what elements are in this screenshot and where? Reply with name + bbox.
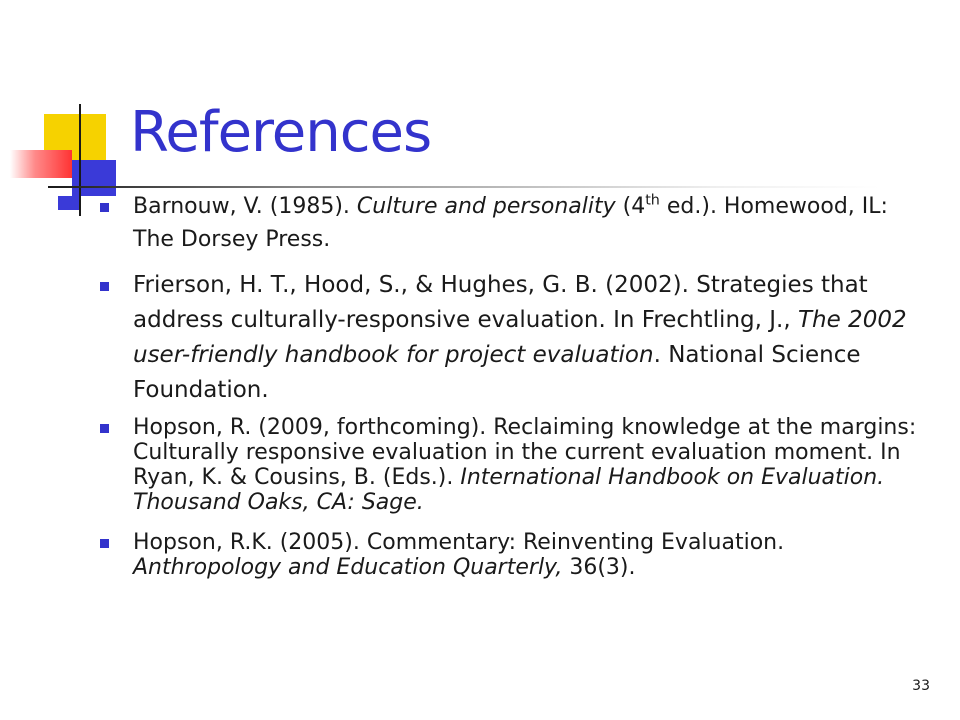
bullet-icon bbox=[100, 539, 109, 548]
ordinal-suffix: th bbox=[645, 192, 660, 209]
reference-text: Frierson, H. T., Hood, S., & Hughes, G. B. (2002). Strategies that address culturally-responsive evaluation. In Frechtling, J., The 2002 user-friendly handbook for project evaluation. National Science Foundation. bbox=[133, 272, 907, 403]
vertical-line-decoration bbox=[79, 104, 81, 216]
reference-journal-title: Anthropology and Education Quarterly, bbox=[133, 555, 563, 580]
reference-text: Hopson, R.K. (2005). Commentary: Reinventing Evaluation. Anthropology and Education Quarterly, 36(3). bbox=[133, 530, 785, 580]
references-list bbox=[100, 190, 920, 580]
reference-book-title: International Handbook on Evaluation. Thousand Oaks, CA: Sage. bbox=[133, 465, 885, 515]
reference-book-title: The 2002 user-friendly handbook for project evaluation bbox=[133, 307, 907, 368]
reference-item-barnouw bbox=[100, 190, 920, 256]
title-underline-rule bbox=[50, 186, 880, 188]
blue-small-square-decoration bbox=[58, 196, 80, 210]
reference-text: Hopson, R. (2009, forthcoming). Reclaiming knowledge at the margins: Culturally responsive evaluation in the current evaluation moment. In Ryan, K. & Cousins, B. (Eds.). International Handbook on Evaluation. Thousand Oaks, CA: Sage. bbox=[133, 415, 917, 515]
reference-text: Barnouw, V. (1985). Culture and personality (4th ed.). Homewood, IL: The Dorsey Press. bbox=[133, 192, 888, 252]
reference-item-hopson-2009 bbox=[100, 415, 920, 515]
reference-book-title: Culture and personality bbox=[356, 194, 616, 219]
red-gradient-bar-decoration bbox=[10, 150, 72, 178]
bullet-icon bbox=[100, 203, 109, 212]
reference-item-hopson-2005 bbox=[100, 530, 920, 580]
bullet-icon bbox=[100, 424, 109, 433]
slide-title: References bbox=[130, 100, 432, 165]
reference-item-frierson bbox=[100, 268, 920, 408]
bullet-icon bbox=[100, 282, 109, 291]
page-number: 33 bbox=[912, 678, 930, 694]
